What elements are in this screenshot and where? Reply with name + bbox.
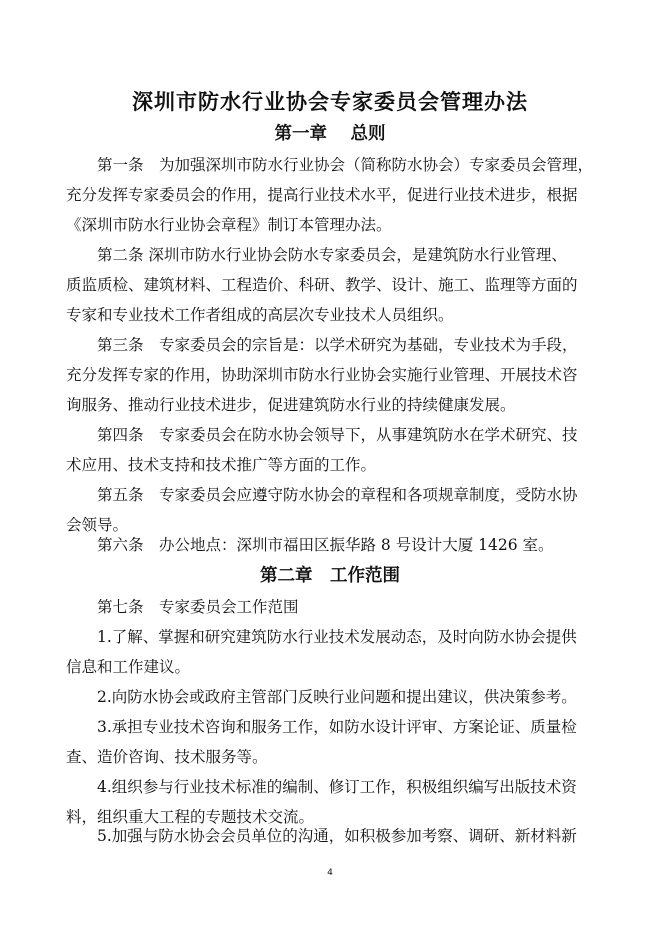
page-number: 4: [327, 868, 333, 878]
article-1-line-3: 《深圳市防水行业协会章程》制订本管理办法。: [66, 216, 392, 234]
chapter-heading: 第一章 总则: [274, 124, 386, 144]
article-4-line-2: 术应用、技术支持和技术推广等方面的工作。: [66, 456, 377, 474]
item-3-line-2: 查、造价咨询、技术服务等。: [66, 748, 268, 766]
article-1-line-1: 第一条 为加强深圳市防水行业协会（简称防水协会）专家委员会管理，: [97, 156, 594, 174]
article-4-line-1: 第四条 专家委员会在防水协会领导下，从事建筑防水在学术研究、技: [97, 426, 578, 444]
item-1-line-1: 1.了解、掌握和研究建筑防水行业技术发展动态，及时向防水协会提供: [97, 628, 577, 646]
document-title: 深圳市防水行业协会专家委员会管理办法: [132, 90, 528, 114]
article-3-line-2: 充分发挥专家的作用，协助深圳市防水行业协会实施行业管理、开展技术咨: [66, 366, 578, 384]
article-1-line-2: 充分发挥专家委员会的作用，提高行业技术水平，促进行业技术进步，根据: [66, 186, 578, 204]
article-2-line-2: 质监质检、建筑材料、工程造价、科研、教学、设计、施工、监理等方面的: [66, 276, 578, 294]
item-3-line-1: 3.承担专业技术咨询和服务工作，如防水设计评审、方案论证、质量检: [97, 718, 577, 736]
article-3-line-3: 询服务、推动行业技术进步，促进建筑防水行业的持续健康发展。: [66, 396, 516, 414]
chapter-heading: 第二章 工作范围: [260, 566, 400, 586]
item-1-line-2: 信息和工作建议。: [66, 658, 191, 676]
article-5-line-1: 第五条 专家委员会应遵守防水协会的章程和各项规章制度，受防水协: [97, 486, 578, 504]
item-5-line-1: 5.加强与防水协会会员单位的沟通，如积极参加考察、调研、新材料新: [97, 827, 577, 845]
item-4-line-2: 料，组织重大工程的专题技术交流。: [66, 808, 315, 826]
article-5-line-2: 会领导。: [66, 516, 129, 534]
article-6-line-1: 第六条 办公地点：深圳市福田区振华路 8 号设计大厦 1426 室。: [97, 536, 554, 554]
article-3-line-1: 第三条 专家委员会的宗旨是：以学术研究为基础，专业技术为手段，: [97, 336, 578, 354]
item-2-line-1: 2.向防水协会或政府主管部门反映行业问题和提出建议，供决策参考。: [97, 688, 577, 706]
article-2-line-3: 专家和专业技术工作者组成的高层次专业技术人员组织。: [66, 306, 454, 324]
article-7-line-1: 第七条 专家委员会工作范围: [97, 598, 299, 616]
article-2-line-1: 第二条 深圳市防水行业协会防水专家委员会，是建筑防水行业管理、: [97, 246, 567, 264]
item-4-line-1: 4.组织参与行业技术标准的编制、修订工作，积极组织编写出版技术资: [97, 778, 577, 796]
